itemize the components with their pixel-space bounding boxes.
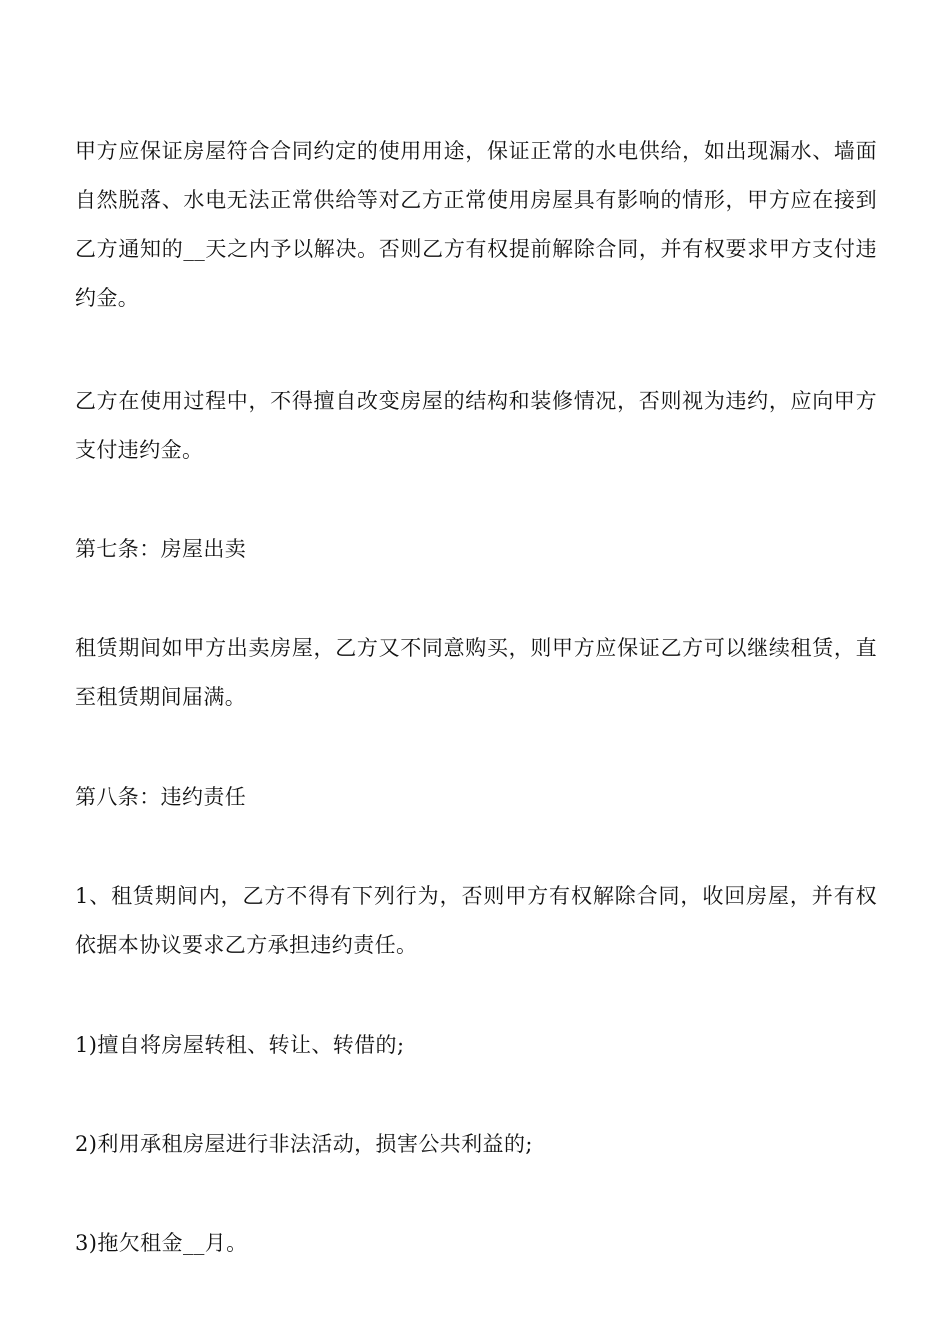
list-item-rent-arrears: 3)拖欠租金__月。 [75,1231,248,1255]
paragraph-house-sale: 租赁期间如甲方出卖房屋，乙方又不同意购买，则甲方应保证乙方可以继续租赁，直至租赁期间届满。 [75,636,877,709]
paragraph-landlord-obligations: 甲方应保证房屋符合合同约定的使用用途，保证正常的水电供给，如出现漏水、墙面自然脱落、水电无法正常供给等对乙方正常使用房屋具有影响的情形，甲方应在接到乙方通知的__天之内予以解决。否则乙方有权提前解除合同，并有权要求甲方支付违约金。 [75,139,877,310]
list-item-sublet: 1)擅自将房屋转租、转让、转借的; [75,1033,405,1057]
paragraph-tenant-obligations: 乙方在使用过程中，不得擅自改变房屋的结构和装修情况，否则视为违约，应向甲方支付违约金。 [75,389,877,462]
list-item-illegal-activity: 2)利用承租房屋进行非法活动，损害公共利益的; [75,1132,533,1156]
section-heading-article-7: 第七条：房屋出卖 [75,537,247,561]
paragraph-breach-intro: 1、租赁期间内，乙方不得有下列行为，否则甲方有权解除合同，收回房屋，并有权依据本协议要求乙方承担违约责任。 [75,884,877,957]
section-heading-article-8: 第八条：违约责任 [75,785,247,809]
